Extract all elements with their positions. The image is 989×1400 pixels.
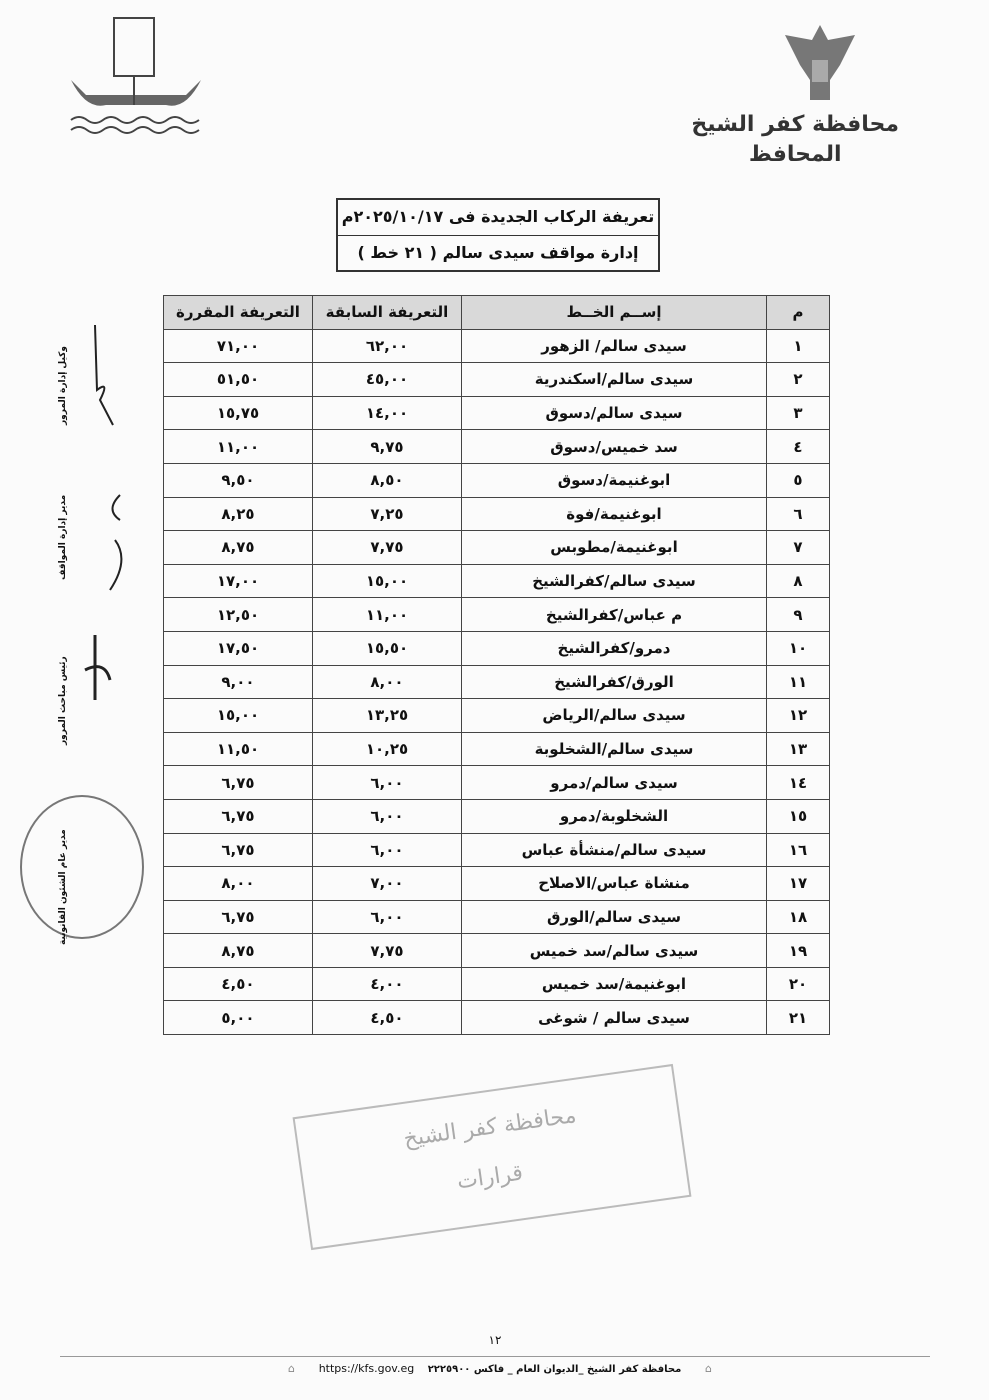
cell-new-fare: ١٥,٧٥	[164, 396, 313, 430]
cell-route: دمرو/كفرالشيخ	[462, 631, 767, 665]
footer-divider	[60, 1356, 930, 1357]
fare-table	[163, 295, 830, 1035]
governorate-boat-logo	[66, 10, 206, 145]
cell-new-fare: ٧١,٠٠	[164, 329, 313, 363]
cell-route: ابوغنيمة/مطوبس	[462, 531, 767, 565]
table-row	[164, 463, 830, 497]
cell-new-fare: ٥١,٥٠	[164, 363, 313, 397]
footer	[310, 1362, 690, 1375]
table-row	[164, 329, 830, 363]
table-row	[164, 799, 830, 833]
cell-new-fare: ١٢,٥٠	[164, 598, 313, 632]
signature-label-legal-director: مدير عام الشئون القانونية	[58, 829, 68, 945]
table-row	[164, 665, 830, 699]
egypt-eagle-emblem	[780, 20, 860, 110]
cell-route: سد خميس/دسوق	[462, 430, 767, 464]
col-header-index: م	[767, 296, 830, 330]
cell-new-fare: ١١,٠٠	[164, 430, 313, 464]
cell-previous-fare: ١٠,٢٥	[313, 732, 462, 766]
cell-index: ٢١	[767, 1001, 830, 1035]
cell-index: ١٢	[767, 699, 830, 733]
table-row	[164, 531, 830, 565]
cell-new-fare: ٨,٢٥	[164, 497, 313, 531]
cell-new-fare: ٥,٠٠	[164, 1001, 313, 1035]
cell-index: ٥	[767, 463, 830, 497]
cell-route: ابوغنيمة/سد خميس	[462, 967, 767, 1001]
table-row	[164, 699, 830, 733]
table-row	[164, 934, 830, 968]
page-number: ١٢	[488, 1333, 502, 1347]
cell-index: ٩	[767, 598, 830, 632]
cell-route: سيدى سالم/الرياض	[462, 699, 767, 733]
cell-index: ١٦	[767, 833, 830, 867]
cell-route: سيدى سالم/منشأة عباس	[462, 833, 767, 867]
cell-route: سيدى سالم/سد خميس	[462, 934, 767, 968]
cell-previous-fare: ٦,٠٠	[313, 900, 462, 934]
cell-new-fare: ٨,٠٠	[164, 867, 313, 901]
governorate-name: محافظة كفر الشيخ	[691, 112, 899, 137]
document-subtitle: إدارة مواقف سيدى سالم ( ٢١ خط )	[357, 243, 639, 262]
cell-route: سيدى سالم/اسكندرية	[462, 363, 767, 397]
cell-previous-fare: ٤,٥٠	[313, 1001, 462, 1035]
table-row	[164, 967, 830, 1001]
cell-index: ٨	[767, 564, 830, 598]
cell-index: ٢	[767, 363, 830, 397]
cell-index: ٢٠	[767, 967, 830, 1001]
cell-new-fare: ٨,٧٥	[164, 531, 313, 565]
cell-index: ١٨	[767, 900, 830, 934]
cell-index: ٧	[767, 531, 830, 565]
cell-previous-fare: ٦,٠٠	[313, 833, 462, 867]
cell-previous-fare: ١٥,٥٠	[313, 631, 462, 665]
cell-index: ١٠	[767, 631, 830, 665]
cell-new-fare: ١٥,٠٠	[164, 699, 313, 733]
table-row	[164, 598, 830, 632]
cell-previous-fare: ١٣,٢٥	[313, 699, 462, 733]
cell-route: سيدى سالم / شوغى	[462, 1001, 767, 1035]
cell-route: سيدى سالم/دسوق	[462, 396, 767, 430]
stamp-text: محافظة كفر الشيخ	[402, 1103, 578, 1152]
signature-label-traffic-investigation: رئيس مباحث المرور	[58, 656, 68, 745]
cell-new-fare: ٨,٧٥	[164, 934, 313, 968]
footer-url[interactable]: https://kfs.gov.eg	[318, 1362, 415, 1375]
cell-route: سيدى سالم/دمرو	[462, 766, 767, 800]
cell-previous-fare: ٤,٠٠	[313, 967, 462, 1001]
cell-index: ١٧	[767, 867, 830, 901]
table-row	[164, 631, 830, 665]
cell-previous-fare: ٨,٥٠	[313, 463, 462, 497]
cell-previous-fare: ٦,٠٠	[313, 766, 462, 800]
cell-previous-fare: ٧,٢٥	[313, 497, 462, 531]
cell-previous-fare: ٦,٠٠	[313, 799, 462, 833]
cell-index: ١٣	[767, 732, 830, 766]
signature-3	[80, 630, 115, 710]
cell-route: ابوغنيمة/دسوق	[462, 463, 767, 497]
cell-route: ابوغنيمة/فوة	[462, 497, 767, 531]
cell-index: ١٤	[767, 766, 830, 800]
cell-index: ٤	[767, 430, 830, 464]
cell-previous-fare: ١١,٠٠	[313, 598, 462, 632]
official-seal	[20, 795, 144, 939]
title-box	[336, 198, 660, 272]
cell-previous-fare: ٨,٠٠	[313, 665, 462, 699]
cell-index: ١٥	[767, 799, 830, 833]
cell-route: سيدى سالم/الورق	[462, 900, 767, 934]
cell-new-fare: ٦,٧٥	[164, 766, 313, 800]
cell-new-fare: ٩,٠٠	[164, 665, 313, 699]
col-header-route: إســم الخــط	[462, 296, 767, 330]
building-icon: ⌂	[288, 1362, 295, 1375]
table-row	[164, 833, 830, 867]
cell-new-fare: ٤,٥٠	[164, 967, 313, 1001]
building-icon: ⌂	[705, 1362, 712, 1375]
table-row	[164, 430, 830, 464]
cell-new-fare: ١٧,٥٠	[164, 631, 313, 665]
cell-index: ٣	[767, 396, 830, 430]
signature-label-traffic-deputy: وكيل إدارة المرور	[58, 346, 68, 425]
document-title: تعريفة الركاب الجديدة فى ٢٠٢٥/١٠/١٧م	[338, 200, 658, 236]
footer-text: محافظة كفر الشيخ _الديوان العام _ فاكس ٢٢٢٥٩٠٠	[427, 1364, 682, 1375]
cell-new-fare: ١٧,٠٠	[164, 564, 313, 598]
cell-previous-fare: ٤٥,٠٠	[313, 363, 462, 397]
table-row	[164, 867, 830, 901]
cell-route: الورق/كفرالشيخ	[462, 665, 767, 699]
cell-new-fare: ٦,٧٥	[164, 799, 313, 833]
table-row	[164, 396, 830, 430]
cell-route: سيدى سالم/كفرالشيخ	[462, 564, 767, 598]
table-row	[164, 732, 830, 766]
signature-2	[100, 490, 135, 600]
cell-index: ٦	[767, 497, 830, 531]
table-row	[164, 1001, 830, 1035]
cell-previous-fare: ٧,٠٠	[313, 867, 462, 901]
table-header-row	[164, 296, 830, 330]
table-row	[164, 363, 830, 397]
cell-new-fare: ٩,٥٠	[164, 463, 313, 497]
letterhead	[691, 110, 899, 170]
cell-new-fare: ١١,٥٠	[164, 732, 313, 766]
table-row	[164, 564, 830, 598]
cell-previous-fare: ١٤,٠٠	[313, 396, 462, 430]
table-row	[164, 900, 830, 934]
stamp-text-2: قرارات	[455, 1160, 525, 1195]
cell-route: سيدى سالم/ الزهور	[462, 329, 767, 363]
cell-route: سيدى سالم/الشخلوبة	[462, 732, 767, 766]
cell-index: ١	[767, 329, 830, 363]
cell-previous-fare: ٦٢,٠٠	[313, 329, 462, 363]
signature-1	[85, 320, 120, 430]
table-row	[164, 497, 830, 531]
cell-previous-fare: ١٥,٠٠	[313, 564, 462, 598]
cell-index: ١٩	[767, 934, 830, 968]
cell-new-fare: ٦,٧٥	[164, 900, 313, 934]
cell-route: الشخلوبة/دمرو	[462, 799, 767, 833]
cell-route: م عباس/كفرالشيخ	[462, 598, 767, 632]
col-header-previous-fare: التعريفة السابقة	[313, 296, 462, 330]
signature-label-parking-director: مدير إدارة المواقف	[58, 494, 68, 580]
table-row	[164, 766, 830, 800]
cell-previous-fare: ٧,٧٥	[313, 531, 462, 565]
office-name: المحافظ	[748, 142, 842, 167]
cell-route: منشاة عباس/الاصلاح	[462, 867, 767, 901]
cell-new-fare: ٦,٧٥	[164, 833, 313, 867]
cell-previous-fare: ٩,٧٥	[313, 430, 462, 464]
cell-previous-fare: ٧,٧٥	[313, 934, 462, 968]
cell-index: ١١	[767, 665, 830, 699]
col-header-new-fare: التعريفة المقررة	[164, 296, 313, 330]
